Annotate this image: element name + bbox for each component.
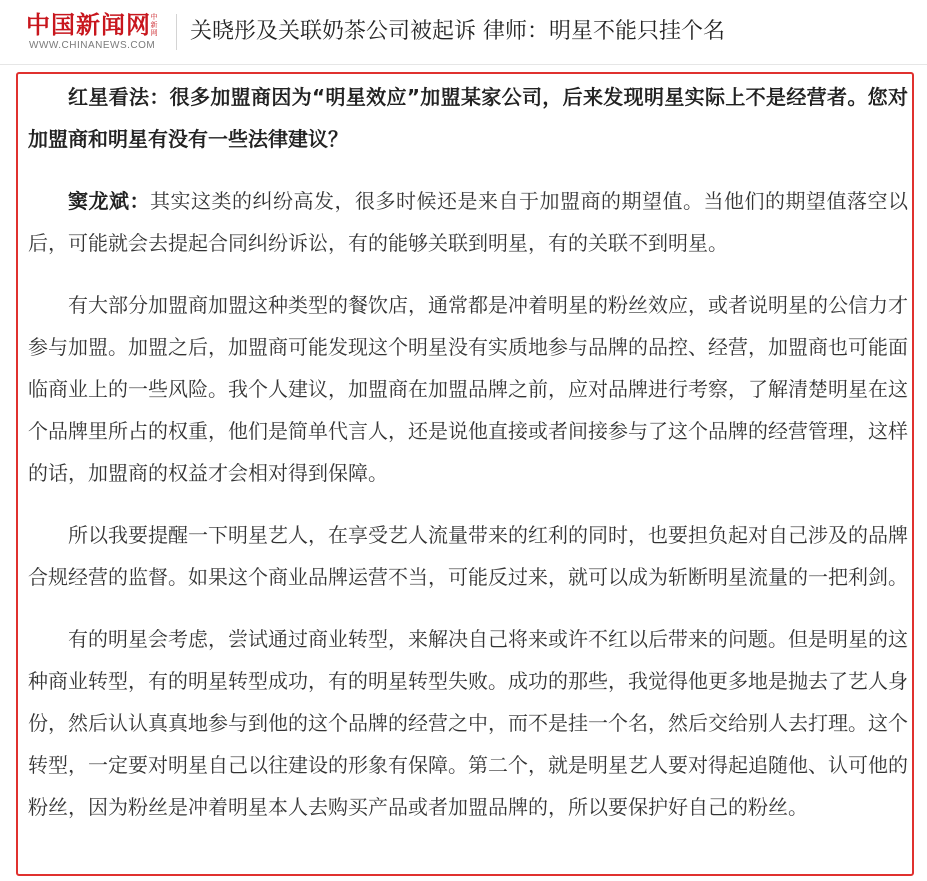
logo-url-text: WWW.CHINANEWS.COM [29,40,156,51]
answer-paragraph-1 [28,180,908,264]
article-body [28,76,908,848]
speaker-name: 窦龙斌： [68,189,150,213]
answer-text: 其实这类的纠纷高发，很多时候还是来自于加盟商的期望值。当他们的期望值落空以后，可能就会去提起合同纠纷诉讼，有的能够关联到明星，有的关联不到明星。 [28,189,908,255]
answer-paragraph-2: 有大部分加盟商加盟这种类型的餐饮店，通常都是冲着明星的粉丝效应，或者说明星的公信力才参与加盟。加盟之后，加盟商可能发现这个明星没有实质地参与品牌的品控、经营，加盟商也可能面临商业上的一些风险。我个人建议，加盟商在加盟品牌之前，应对品牌进行考察，了解清楚明星在这个品牌里所占的权重，他们是简单代言人，还是说他直接或者间接参与了这个品牌的经营管理，这样的话，加盟商的权益才会相对得到保障。 [28,293,908,485]
page-title: 关晓彤及关联奶茶公司被起诉 律师：明星不能只挂个名 [190,19,725,44]
logo-side-text: 中新网 [150,13,158,37]
chinanews-logo[interactable] [22,10,172,54]
answer-paragraph-4: 有的明星会考虑，尝试通过商业转型，来解决自己将来或许不红以后带来的问题。但是明星的这种商业转型，有的明星转型成功，有的明星转型失败。成功的那些，我觉得他更多地是抛去了艺人身份，然后认认真真地参与到他的这个品牌的经营之中，而不是挂一个名，然后交给别人去打理。这个转型，一定要对明星自己以往建设的形象有保障。第二个，就是明星艺人要对得起追随他、认可他的粉丝，因为粉丝是冲着明星本人去购买产品或者加盟品牌的，所以要保护好自己的粉丝。 [28,627,908,819]
header-divider [176,14,177,50]
answer-paragraph-3: 所以我要提醒一下明星艺人，在享受艺人流量带来的红利的同时，也要担负起对自己涉及的品牌合规经营的监督。如果这个商业品牌运营不当，可能反过来，就可以成为斩断明星流量的一把利剑。 [28,523,908,589]
highlighted-article-region [16,72,914,876]
interview-question: 红星看法：很多加盟商因为“明星效应”加盟某家公司，后来发现明星实际上不是经营者。您对加盟商和明星有没有一些法律建议？ [28,85,908,151]
site-header [0,0,927,65]
logo-chinese-text: 中国新闻网 [26,10,151,39]
